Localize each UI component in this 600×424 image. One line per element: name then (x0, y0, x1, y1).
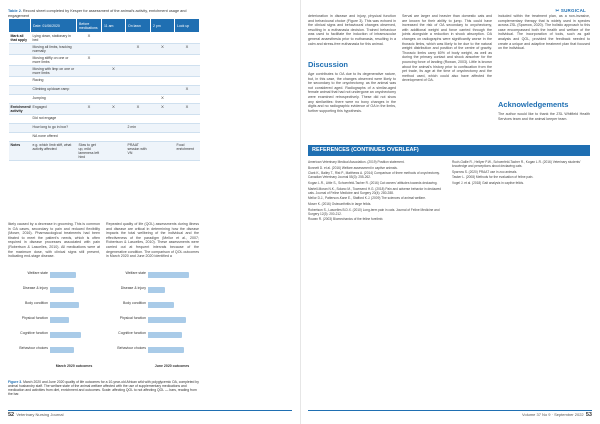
table-row (9, 33, 200, 44)
reference-item: Kogan L.R., Little S., Schoenfeld-Tacher R. (2016) Cat owners' attitudes towards declawing. (308, 181, 438, 186)
reference-item: Moser K. (2016) Osteoarthritis in large felids. (308, 202, 372, 207)
category-label: Disease & injury (120, 286, 146, 290)
qol-panel-june (106, 268, 198, 368)
table-cell (126, 77, 151, 86)
table-cell: 2 min (126, 124, 151, 133)
reference-item: Martell-Moran N.K., Solano M., Townsend H.G. (2018) Pain and adverse behavior in declawed cats. Journal of Feline Medicine and Surgery 20(4): 280-288. (308, 186, 441, 195)
table-cell: X (102, 66, 126, 77)
table-header-cell (9, 19, 31, 33)
journal-title: Veterinary Nursing Journal (16, 412, 64, 417)
table-cell: Slow to get up, mild lameness left hind (77, 142, 102, 161)
qol-bar (50, 272, 76, 278)
table-row (9, 86, 200, 95)
table-row-label: Climbing up/down ramp (31, 86, 77, 95)
table-section-cell: Notes (9, 142, 31, 161)
reference-item: Sparrow S. (2020) PRAAT use in zoo animals. (452, 169, 518, 174)
observation-table (8, 18, 200, 161)
table-header-cell: 2 pm (151, 19, 175, 33)
table-cell (77, 86, 102, 95)
table-cell (102, 33, 126, 44)
acknowledgements-heading: Acknowledgements (498, 100, 569, 109)
table-section-cell (9, 115, 31, 124)
category-label: Physical function (21, 316, 48, 320)
table-cell: X (151, 44, 175, 55)
reference-item: Robertson S., Lascelles B.D.X. (2010) Long-term pain in cats. Journal of Feline Medicine and Surgery 12(3): 200-212. (308, 207, 440, 216)
table-cell (175, 115, 200, 124)
table-cell (175, 124, 200, 133)
category-label: Welfare state (125, 271, 146, 275)
table-header-cell: 11 am (102, 19, 126, 33)
table-row-label: Jumping (31, 95, 77, 104)
table-cell (151, 133, 175, 142)
table-row-label: Lying down, stationary in bed (31, 33, 77, 44)
table-cell: Food enrichment (175, 142, 200, 161)
table-cell (77, 66, 102, 77)
table-row-label: Moving with limp on one or more limbs (31, 66, 77, 77)
table-cell (102, 115, 126, 124)
references-heading: REFERENCES (CONTINUES OVERLEAF) (308, 145, 590, 156)
table-cell (77, 44, 102, 55)
reference-item: American Veterinary Medical Association. (2019) Position statement. (308, 160, 405, 164)
table-cell (175, 55, 200, 66)
reference-item: Tasker L. (2008) Methods for the evaluation of feline pain. (452, 175, 534, 180)
body-text-column-1: likely caused by a decrease in grooming. This is common in OA cases, secondary to pain and reduced flexibility (Moser, 2016). Pharmacological treatments had been titrated to meet the patient's needs, which is often required in disease processes associated with pain (Robertson & Lascelles, 2010). All medications were at the maximum dose, with clinical signs still present, indicating end-stage disease. (8, 222, 100, 259)
table-section-cell (9, 55, 31, 66)
section-tag: ✂ SURGICAL (555, 8, 586, 13)
table-cell (102, 77, 126, 86)
table-cell (102, 133, 126, 142)
table-section-cell (9, 66, 31, 77)
table-row-label: Engaged (31, 104, 77, 115)
category-label: Body condition (25, 301, 48, 305)
table-row-label: e.g. which limb stiff, what activity affected (31, 142, 77, 161)
qol-bar (148, 287, 165, 293)
table-cell: X (175, 44, 200, 55)
table-cell (151, 55, 175, 66)
qol-bar (50, 287, 74, 293)
page-number-left: 52 (8, 412, 15, 418)
table-cell (102, 124, 126, 133)
table-cell (102, 55, 126, 66)
reference-item: Mellor D.J., Patterson-Kane E., Stafford K.J. (2009) The sciences of animal welfare. (308, 196, 426, 201)
right-column-3: included within the treatment plan, as a non-invasive, complementary therapy that is widely used in species across ZSL (Sparrow, 2020). The holistic approach to this case encompassed both the health and welfare of the individual. The incorporation of tools, such as gait analysis and QOL, provided the feedback needed to create a unique and adaptive treatment plan that focused on the individual. (498, 14, 590, 51)
table-cell (126, 86, 151, 95)
right-column-1: deterioration in disease and injury, physical function and behavioural choice (Figure 3). This was echoed in the clinical signs and behavioural changes observed, resulting in a euthanasia decision. Trained behaviour was used to facilitate the induction of intramuscular general anaesthesia prior to euthanasia, resulting in a calm and stress-free euthanasia for this animal. (308, 14, 396, 46)
footer-rule-right (308, 410, 592, 411)
qol-bar (50, 347, 74, 353)
panel-title: March 2020 outcomes (55, 364, 93, 368)
table-row (9, 44, 200, 55)
table-row (9, 66, 200, 77)
qol-bar (148, 347, 184, 353)
table-header-cell: Lock up (175, 19, 200, 33)
table-header-cell: Date: 01/06/2020 (31, 19, 77, 33)
category-label: Body condition (123, 301, 146, 305)
table-row-label: Did not engage (31, 115, 77, 124)
table-cell: X (126, 44, 151, 55)
table-row-label: Moving all limbs, tracking normally (31, 44, 77, 55)
table-section-cell (9, 133, 31, 142)
table-cell (175, 66, 200, 77)
page-number-right: 53 (585, 412, 592, 418)
table-section-cell (9, 124, 31, 133)
qol-bar (50, 332, 81, 338)
table-cell (151, 66, 175, 77)
table-cell: X (175, 104, 200, 115)
table-row-label: How long to go in box? (31, 124, 77, 133)
category-label: Behaviour choices (19, 346, 48, 350)
table-cell: X (77, 55, 102, 66)
right-column-2: Serval are larger and heavier than domestic cats and are known for their ability to jump. This could have increased the risk of OA secondary to onychectomy, with additional weight and force carried through the joints alongside a reduction in shock absorption. OA changes on radiographs were significantly worse in the thoracic limbs, which was likely to be due to the natural weight distribution and position of the centre of gravity. Thoracic limbs carry 60% of body weight, as well as during the primary contact and shock absorber for the pouncing force of landing (Rowan, 2003). Little is known about the animal's history prior to confiscation from the pet trade, its age at the time of onychectomy and the method used, which could also have affected the development of OA. (402, 14, 492, 83)
table-row (9, 95, 200, 104)
table-section-cell (9, 44, 31, 55)
table-cell: X (77, 33, 102, 44)
issue-info: Volume 37 No 9 · September 2022 (522, 412, 584, 417)
table-cell (151, 115, 175, 124)
table-cell: X (126, 104, 151, 115)
table-cell (151, 77, 175, 86)
footer-rule (8, 410, 292, 411)
table-row-label: NA none offered (31, 133, 77, 142)
table-cell (77, 124, 102, 133)
table-cell (175, 95, 200, 104)
table-cell (126, 33, 151, 44)
qol-bar (50, 302, 79, 308)
table-cell (126, 66, 151, 77)
table-cell (151, 142, 175, 161)
qol-bar (148, 332, 182, 338)
qol-panel-march (8, 268, 100, 368)
table-cell (126, 133, 151, 142)
table-cell: X (77, 104, 102, 115)
table-cell (151, 33, 175, 44)
table-cell (175, 77, 200, 86)
table-row (9, 142, 200, 161)
panel-title: June 2020 outcomes (154, 364, 190, 368)
table-row-label: Racing (31, 77, 77, 86)
table-section-cell: Enrichment/ activity (10, 105, 31, 113)
scalpel-icon: ✂ (555, 8, 560, 13)
qol-bar (148, 317, 186, 323)
qol-figure (8, 268, 199, 380)
table-cell (102, 142, 126, 161)
table-cell: PRAAT session with VN (126, 142, 151, 161)
table-cell (175, 133, 200, 142)
table-cell (102, 86, 126, 95)
table-section-cell (9, 77, 31, 86)
reference-item: Bonnett D. et al. (2016) Welfare assessment in captive animals. (308, 165, 398, 170)
table-caption: Table 2. Record sheet completed by Kesper for assessment of the animal's activity, enrichment usage and engagement (8, 9, 187, 18)
table-cell (151, 86, 175, 95)
references-list-1 (308, 161, 442, 224)
table-cell (77, 133, 102, 142)
table-cell: X (151, 104, 175, 115)
table-row (9, 124, 200, 133)
qol-bar (148, 302, 174, 308)
discussion-text: Age contributes to OA due to its degenerative nature, but, in this case, the changes observed were likely to be secondary to the onychectomy, as the animal was not considered aged. Radiographs of a similar-aged female animal that had not undergone an onychectomy were examined retrospectively. These did not show any similarities: there were no bony changes in the digits and no radiographic evidence of OA in the limbs, further supporting this hypothesis. (308, 72, 396, 113)
qol-bar (148, 272, 189, 278)
table-header-cell: On lawn (126, 19, 151, 33)
table-cell (126, 95, 151, 104)
table-cell (102, 44, 126, 55)
left-footer (8, 412, 64, 418)
table-cell: X (151, 95, 175, 104)
table-cell (175, 33, 200, 44)
category-label: Behaviour choices (117, 346, 146, 350)
table-cell (102, 95, 126, 104)
table-header-cell: Before medications (77, 19, 102, 33)
reference-item: Clark K., Bailey T., Rist P., Matthews A. (2014) Comparison of three methods of onychectomy. Canadian Veterinary Journal 55(3): 255-262. (308, 171, 440, 180)
discussion-heading: Discussion (308, 60, 349, 69)
table-row (9, 133, 200, 142)
table-row-label: Moving stiffly on one or more limbs (31, 55, 77, 66)
table-section-cell (9, 86, 31, 95)
reference-item: Rowan R. (2003) Biomechanics of the feline forelimb. (308, 217, 384, 222)
table-cell: X (175, 86, 200, 95)
category-label: Cognitive function (118, 331, 146, 335)
table-row (9, 77, 200, 86)
table-cell: X (102, 104, 126, 115)
reference-item: Ruch-Gallie R., Hellyer P.W., Schoenfeld-Tacher R., Kogan L.R. (2016) Veterinary students' knowledge and perceptions about declawing cats. (452, 160, 581, 168)
body-text-column-2: Repeated quality of life (QOL) assessments during illness and disease are critical in determining how the disease impacts the total wellbeing of the individual and the effectiveness of the paradigm (Mellor et al., 2007; Robertson & Lascelles, 2010). These assessments were carried out at frequent intervals because of the degenerative condition. The comparison of QOL outcomes in March 2020 and June 2020 identified a (106, 222, 199, 259)
table-cell (126, 115, 151, 124)
references-list-2 (452, 161, 586, 188)
category-label: Physical function (119, 316, 146, 320)
table-cell (77, 77, 102, 86)
table-section-cell (9, 95, 31, 104)
table-section-cell: Mark all that apply (9, 33, 31, 44)
qol-bar (50, 317, 69, 323)
table-row (9, 115, 200, 124)
reference-item: Vogel J. et al. (2018) Gait analysis in captive felids. (452, 181, 524, 186)
right-footer (522, 412, 592, 418)
table-cell (77, 115, 102, 124)
table-cell (77, 95, 102, 104)
figure-caption: Figure 3. March 2020 and June 2020 quality of life outcomes for a 10-year-old African wild with polyglycemic OA, completed by animal husbandry staff. The welfare state of the animal welfare affected with the use of supplementary medications and medication and activities from diet, enrichment and outcomes. Scale: affecting QOL to not affecting QOL — bars, reading from the bar. (8, 380, 199, 396)
table-cell (126, 55, 151, 66)
category-label: Welfare state (27, 271, 48, 275)
table-row (9, 104, 200, 115)
category-label: Cognitive function (20, 331, 48, 335)
category-label: Disease & injury (22, 286, 48, 290)
acknowledgements-text: The author would like to thank the ZSL Whitfield Health Services team and the animal keeper team. (498, 112, 590, 121)
table-cell (151, 124, 175, 133)
table-row (9, 55, 200, 66)
